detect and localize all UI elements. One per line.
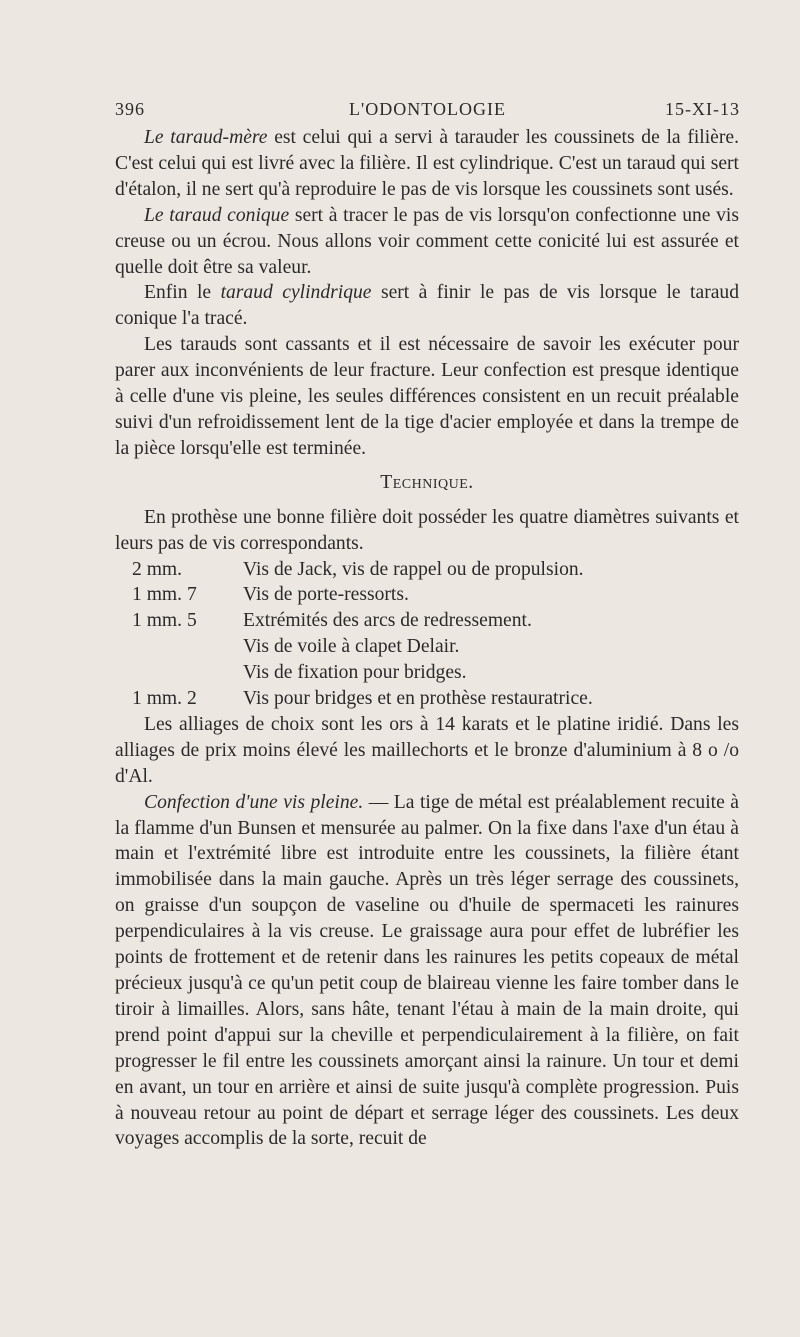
list-item-description: Vis de porte-ressorts. bbox=[243, 584, 409, 606]
paragraph-alliages: Les alliages de choix sont les ors à 14 karats et le platine iridié. Dans les alliages de prix moins élevé les maillechorts et le bronze d'aluminium à 8 o /o d'Al. bbox=[115, 713, 739, 787]
paragraph-taraud-cylindrique bbox=[115, 280, 739, 332]
list-item-diameter: 1 mm. 5 bbox=[132, 610, 197, 632]
list-item bbox=[115, 582, 739, 608]
list-item-description: Vis de fixation pour bridges. bbox=[243, 662, 467, 684]
paragraph-text: est celui qui a servi à tarauder les coussinets de la filière. C'est celui qui est livré avec la filière. Il est cylindrique. C'est un taraud qui sert d'étalon, il ne sert qu'à reproduire le pas de vis lorsque les coussinets sont usés. bbox=[115, 127, 739, 200]
section-title: Technique. bbox=[380, 471, 474, 493]
paragraph-confection-vis bbox=[115, 790, 739, 1153]
term-taraud-conique: Le taraud conique bbox=[144, 204, 290, 226]
list-item-diameter bbox=[115, 660, 243, 686]
list-item bbox=[115, 660, 739, 686]
body-text bbox=[115, 125, 739, 1152]
paragraph-taraud-conique bbox=[115, 203, 739, 281]
running-header bbox=[115, 99, 740, 127]
list-item bbox=[115, 686, 739, 712]
term-confection-vis-pleine: Confection d'une vis pleine. bbox=[144, 791, 364, 813]
list-item-description: Extrémités des arcs de redressement. bbox=[243, 610, 532, 632]
diameter-list bbox=[115, 557, 739, 712]
paragraph-taraud-mere bbox=[115, 125, 739, 203]
running-title: L'ODONTOLOGIE bbox=[349, 99, 506, 119]
list-item-diameter bbox=[115, 634, 243, 660]
list-item-diameter: 1 mm. 7 bbox=[132, 584, 197, 606]
paragraph-text: — La tige de métal est préalablement recuite à la flamme d'un Bunsen et mensurée au palmer. On la fixe dans l'axe d'un étau à main et l'extrémité libre est introduite entre les coussinets, la filière étant immobilisée dans la main gauche. Après un très léger serrage des coussinets, on graisse d'un soupçon de vaseline ou d'huile de spermaceti les rainures perpendiculaires à la vis creuse. Le graissage aura pour effet de lubréfier les points de frottement et de retenir dans les rainures les petits copeaux de métal précieux jusqu'à ce qu'un petit coup de blaireau vienne les faire tomber dans le tiroir à limailles. Alors, sans hâte, tenant l'étau à main de la main droite, qui prend point d'appui sur la cheville et perpendiculairement à la filière, on fait progresser le fil entre les coussinets amorçant ainsi la rainure. Un tour et demi en avant, un tour en arrière et ainsi de suite jusqu'à complète progression. Puis à nouveau retour au point de départ et serrage léger des coussinets. Les deux voyages accomplis de la sorte, recuit de bbox=[115, 791, 739, 1150]
list-item-description: Vis de voile à clapet Delair. bbox=[243, 636, 460, 658]
paragraph-text: sert à tracer le pas de vis lorsqu'on confectionne une vis creuse ou un écrou. Nous allons voir comment cette conicité lui est assurée et quelle doit être sa valeur. bbox=[115, 204, 739, 278]
paragraph-prothese: En prothèse une bonne filière doit posséder les quatre diamètres suivants et leurs pas de vis correspondants. bbox=[115, 506, 739, 554]
term-taraud-cylindrique: taraud cylindrique bbox=[220, 282, 372, 304]
paragraph-tarauds-cassants: Les tarauds sont cassants et il est nécessaire de savoir les exécuter pour parer aux inconvénients de leur fracture. Leur confection est presque identique à celle d'une vis pleine, les seules différences consistent en un recuit préalable suivi d'un refroidissement lent de la tige d'acier employée et dans la trempe de la pièce lorsqu'elle est terminée. bbox=[115, 334, 739, 459]
list-item bbox=[115, 634, 739, 660]
list-item bbox=[115, 608, 739, 634]
list-item-diameter: 1 mm. 2 bbox=[132, 688, 197, 710]
list-item-diameter: 2 mm. bbox=[132, 558, 183, 580]
page-number: 396 bbox=[115, 99, 145, 119]
term-taraud-mere: Le taraud-mère bbox=[144, 127, 268, 148]
paragraph-text: sert à finir le pas de vis lorsque le taraud conique l'a tracé. bbox=[115, 282, 740, 330]
list-item-description: Vis pour bridges et en prothèse restauratrice. bbox=[243, 688, 593, 710]
paragraph-lead: Enfin le bbox=[144, 282, 221, 304]
list-item-description: Vis de Jack, vis de rappel ou de propulsion. bbox=[243, 558, 584, 580]
issue-date: 15-XI-13 bbox=[665, 99, 740, 119]
list-item bbox=[115, 557, 739, 583]
